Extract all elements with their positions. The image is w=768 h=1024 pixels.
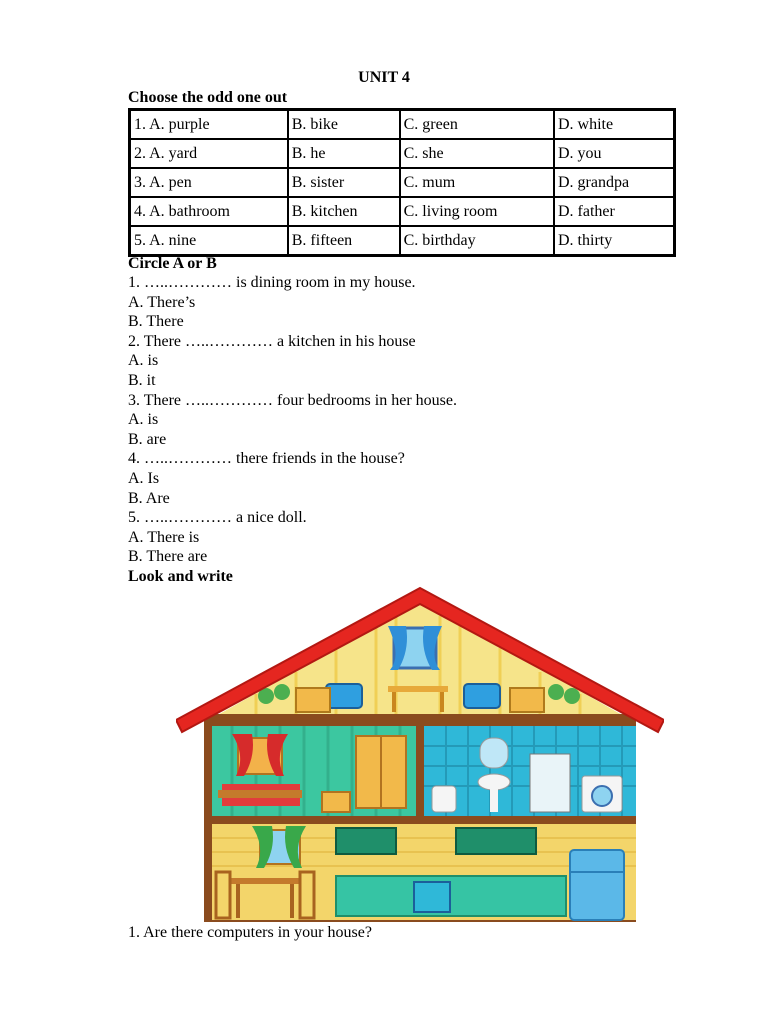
question-line: 3. There …..………… four bedrooms in her house. bbox=[128, 391, 457, 409]
question-line: 2. There …..………… a kitchen in his house bbox=[128, 332, 416, 350]
table-row bbox=[130, 110, 674, 139]
table-cell: D. grandpa bbox=[554, 168, 674, 197]
table-row bbox=[130, 139, 674, 168]
question-line: B. it bbox=[128, 372, 156, 389]
odd-one-out-table bbox=[128, 108, 676, 257]
table-cell: C. green bbox=[400, 110, 554, 139]
table-cell: C. birthday bbox=[400, 226, 554, 255]
question-line: A. is bbox=[128, 411, 159, 429]
table-cell: 4. A. bathroom bbox=[130, 197, 288, 226]
table-cell: B. kitchen bbox=[288, 197, 400, 226]
question-line: A. Is bbox=[128, 470, 160, 487]
table-row bbox=[130, 197, 674, 226]
section-heading-odd-one-out: Choose the odd one out bbox=[128, 89, 288, 106]
table-cell: C. mum bbox=[400, 168, 554, 197]
question-line: 1. …..………… is dining room in my house. bbox=[128, 274, 416, 291]
question-line: 5. …..………… a nice doll. bbox=[128, 509, 307, 527]
table-cell: D. white bbox=[554, 110, 674, 139]
table-cell: D. you bbox=[554, 139, 674, 168]
table-cell: B. fifteen bbox=[288, 226, 400, 255]
question-line: B. Are bbox=[128, 489, 170, 507]
table-row bbox=[130, 168, 674, 197]
table-cell: D. father bbox=[554, 197, 674, 226]
question-line: B. There bbox=[128, 313, 184, 331]
table-cell: 5. A. nine bbox=[130, 226, 288, 255]
question-line: A. There’s bbox=[128, 293, 196, 311]
section-heading-look-and-write: Look and write bbox=[128, 568, 233, 585]
question-line: A. There is bbox=[128, 528, 200, 546]
table-cell: B. bike bbox=[288, 110, 400, 139]
table-cell: 2. A. yard bbox=[130, 139, 288, 168]
question-line: B. are bbox=[128, 430, 167, 448]
table-cell: B. he bbox=[288, 139, 400, 168]
table-row bbox=[130, 226, 674, 255]
table-cell: 1. A. purple bbox=[130, 110, 288, 139]
question-line: 4. …..………… there friends in the house? bbox=[128, 450, 405, 468]
worksheet-title: UNIT 4 bbox=[358, 69, 410, 86]
question-line: A. is bbox=[128, 352, 159, 370]
write-question: 1. Are there computers in your house? bbox=[128, 924, 372, 941]
table-cell: C. living room bbox=[400, 197, 554, 226]
table-cell: C. she bbox=[400, 139, 554, 168]
house-illustration bbox=[176, 586, 664, 926]
table-cell: B. sister bbox=[288, 168, 400, 197]
section-heading-circle: Circle A or B bbox=[128, 255, 217, 272]
question-line: B. There are bbox=[128, 548, 208, 566]
table-cell: D. thirty bbox=[554, 226, 674, 255]
table-cell: 3. A. pen bbox=[130, 168, 288, 197]
